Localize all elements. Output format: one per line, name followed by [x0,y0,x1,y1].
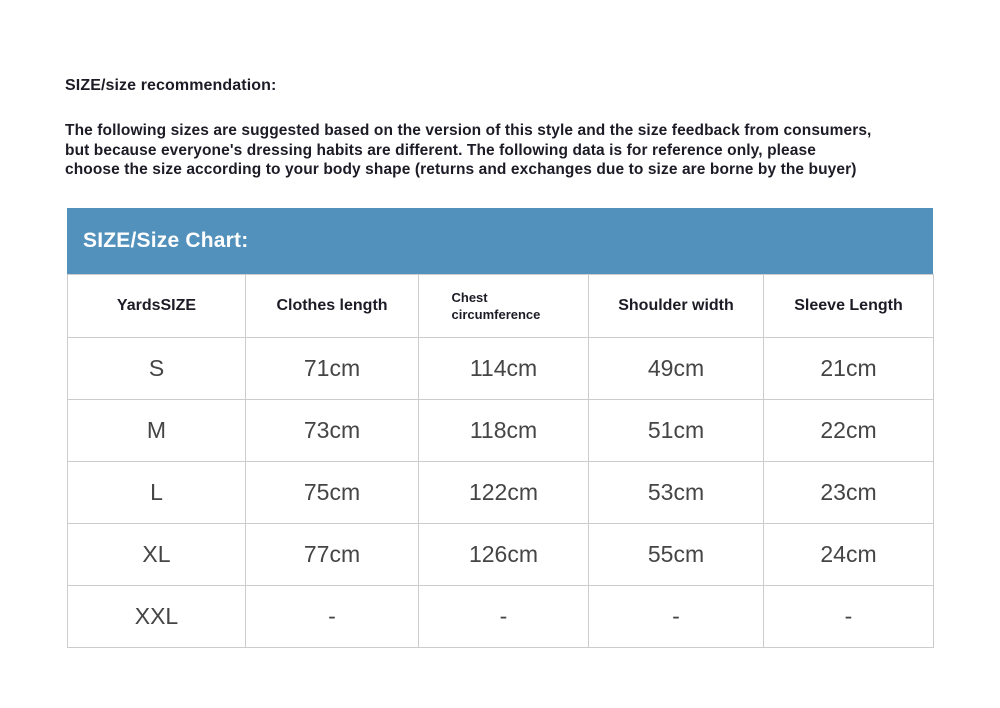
table-row-l [68,462,934,524]
column-header-clothes-length: Clothes length [246,275,419,338]
value-cell: 73cm [246,400,419,462]
intro-line-2: but because everyone's dressing habits are different. The following data is for reference only, please [65,141,816,159]
column-header-chest [419,275,589,338]
value-cell: 118cm [419,400,589,462]
value-cell: 71cm [246,338,419,400]
intro-line-3: choose the size according to your body shape (returns and exchanges due to size are borne by the buyer) [65,161,857,178]
value-cell: 49cm [589,338,764,400]
page-title: SIZE/size recommendation: [65,77,277,94]
value-cell: 114cm [419,338,589,400]
value-cell: 23cm [764,462,934,524]
size-cell: XXL [68,586,246,648]
value-cell: 122cm [419,462,589,524]
size-chart-title: SIZE/Size Chart: [83,229,249,252]
value-cell: 77cm [246,524,419,586]
column-header-size: YardsSIZE [68,275,246,338]
value-cell: 51cm [589,400,764,462]
table-row-s [68,338,934,400]
value-cell: - [589,586,764,648]
value-cell: 22cm [764,400,934,462]
size-cell: M [68,400,246,462]
value-cell: 53cm [589,462,764,524]
table-row-xxl [68,586,934,648]
table-header-row [68,275,934,338]
intro-paragraph [65,121,945,180]
value-cell: 126cm [419,524,589,586]
size-table [67,274,934,648]
intro-line-1: The following sizes are suggested based on the version of this style and the size feedback from consumers, [65,122,872,139]
value-cell: - [246,586,419,648]
size-chart-banner [67,208,933,274]
table-row-xl [68,524,934,586]
size-cell: S [68,338,246,400]
value-cell: - [419,586,589,648]
value-cell: 21cm [764,338,934,400]
column-header-chest-label: Chest circumference [451,289,541,322]
value-cell: 55cm [589,524,764,586]
table-row-m [68,400,934,462]
value-cell: 75cm [246,462,419,524]
column-header-shoulder-width: Shoulder width [589,275,764,338]
column-header-sleeve-length: Sleeve Length [764,275,934,338]
value-cell: 24cm [764,524,934,586]
value-cell: - [764,586,934,648]
size-cell: XL [68,524,246,586]
size-cell: L [68,462,246,524]
